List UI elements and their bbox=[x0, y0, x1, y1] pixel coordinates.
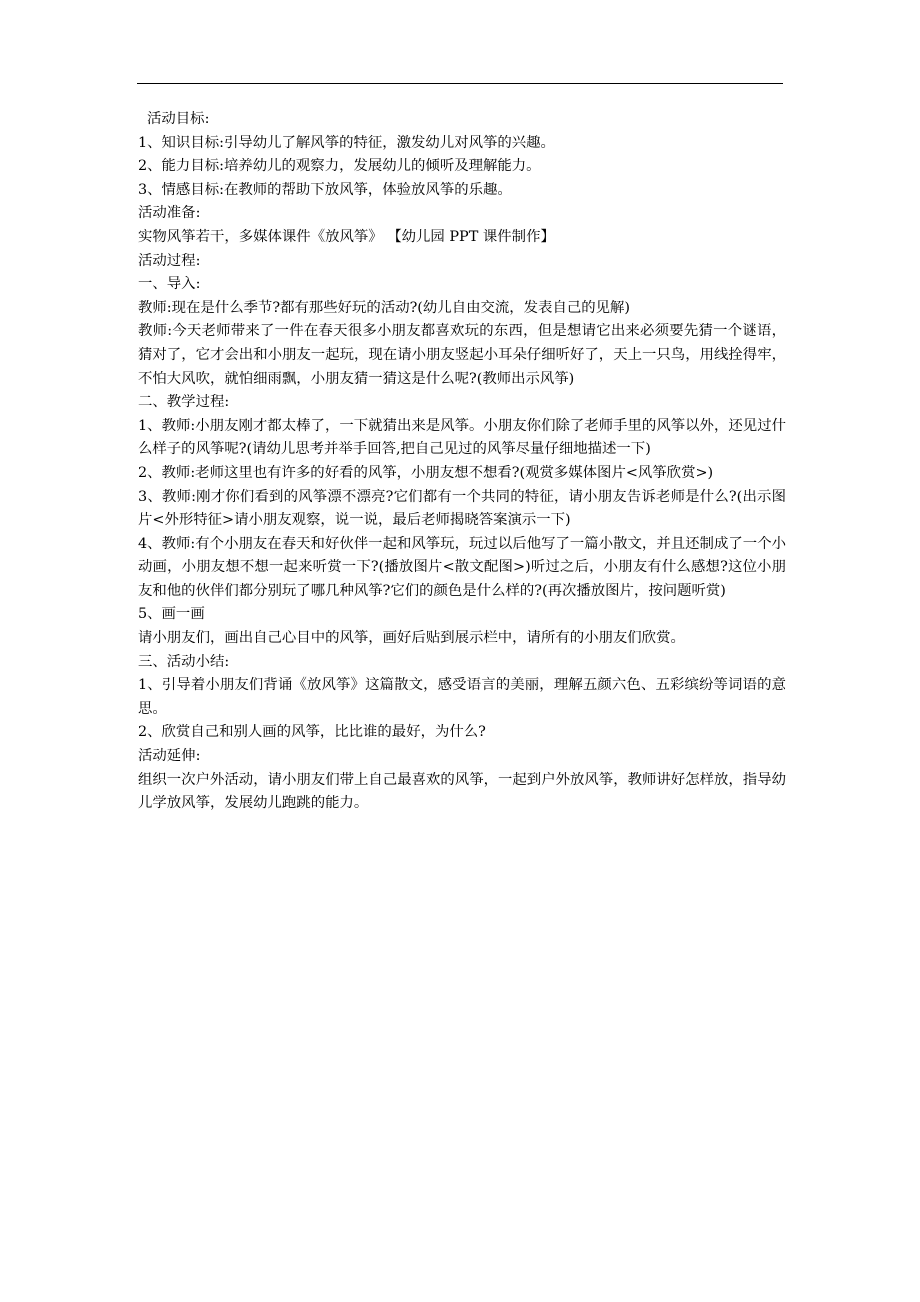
document-body bbox=[138, 108, 786, 816]
teaching-item: 2、教师:老师这里也有许多的好看的风筝，小朋友想不想看?(观赏多媒体图片<风筝欣赏>) bbox=[138, 464, 714, 481]
teaching-heading: 二、教学过程: bbox=[138, 394, 230, 411]
summary-item: 1、引导着小朋友们背诵《放风筝》这篇散文，感受语言的美丽，理解五颜六色、五彩缤纷等词语的意思。 bbox=[138, 677, 786, 717]
draw-text: 请小朋友们，画出自己心目中的风筝，画好后贴到展示栏中，请所有的小朋友们欣赏。 bbox=[138, 630, 685, 647]
goals-heading: 活动目标: bbox=[147, 111, 210, 127]
header-divider bbox=[137, 83, 783, 84]
intro-paragraph: 教师:今天老师带来了一件在春天很多小朋友都喜欢玩的东西，但是想请它出来必须要先猜一个谜语，猜对了，它才会出和小朋友一起玩，现在请小朋友竖起小耳朵仔细听好了，天上一只鸟，用线拴得牢， 不怕大风吹，就怕细雨飘，小朋友猜一猜这是什么呢?(教师出示风筝) bbox=[138, 323, 786, 387]
extension-text: 组织一次户外活动，请小朋友们带上自己最喜欢的风筝，一起到户外放风筝，教师讲好怎样放，指导幼儿学放风筝，发展幼儿跑跳的能力。 bbox=[138, 771, 786, 812]
prep-heading: 活动准备: bbox=[138, 205, 201, 222]
goal-item: 1、知识目标:引导幼儿了解风筝的特征，激发幼儿对风筝的兴趣。 bbox=[138, 134, 555, 151]
teaching-item: 3、教师:刚才你们看到的风筝漂不漂亮?它们都有一个共同的特征，请小朋友告诉老师是什么?(出示图片<外形特征>请小朋友观察，说一说，最后老师揭晓答案演示一下) bbox=[138, 488, 786, 529]
summary-heading: 三、活动小结: bbox=[138, 653, 230, 670]
summary-item: 2、欣赏自己和别人画的风筝，比比谁的最好，为什么? bbox=[138, 724, 486, 741]
draw-heading: 5、画一画 bbox=[138, 606, 205, 623]
goal-item: 2、能力目标:培养幼儿的观察力，发展幼儿的倾听及理解能力。 bbox=[138, 158, 541, 175]
prep-text: 实物风筝若干，多媒体课件《放风筝》 【幼儿园 PPT 课件制作】 bbox=[138, 228, 555, 245]
extension-heading: 活动延伸: bbox=[138, 748, 201, 765]
process-heading: 活动过程: bbox=[138, 252, 201, 269]
intro-paragraph: 教师:现在是什么季节?都有那些好玩的活动?(幼儿自由交流，发表自己的见解) bbox=[138, 299, 631, 316]
intro-heading: 一、导入: bbox=[138, 276, 201, 293]
teaching-item: 1、教师:小朋友刚才都太棒了，一下就猜出来是风筝。小朋友你们除了老师手里的风筝以外，还见过什么样子的风筝呢?(请幼儿思考并举手回答,把自己见过的风筝尽量仔细地描述一下) bbox=[138, 417, 786, 458]
goal-item: 3、情感目标:在教师的帮助下放风筝，体验放风筝的乐趣。 bbox=[138, 181, 512, 198]
teaching-item: 4、教师:有个小朋友在春天和好伙伴一起和风筝玩，玩过以后他写了一篇小散文，并且还制成了一个小动画，小朋友想不想一起来听赏一下?(播放图片<散文配图>)听过之后，小朋友有什么感想?这位小朋友和他的伙伴们都分别玩了哪几种风筝?它们的颜色是什么样的?(再次播放图片，按问题听赏) bbox=[138, 535, 786, 599]
